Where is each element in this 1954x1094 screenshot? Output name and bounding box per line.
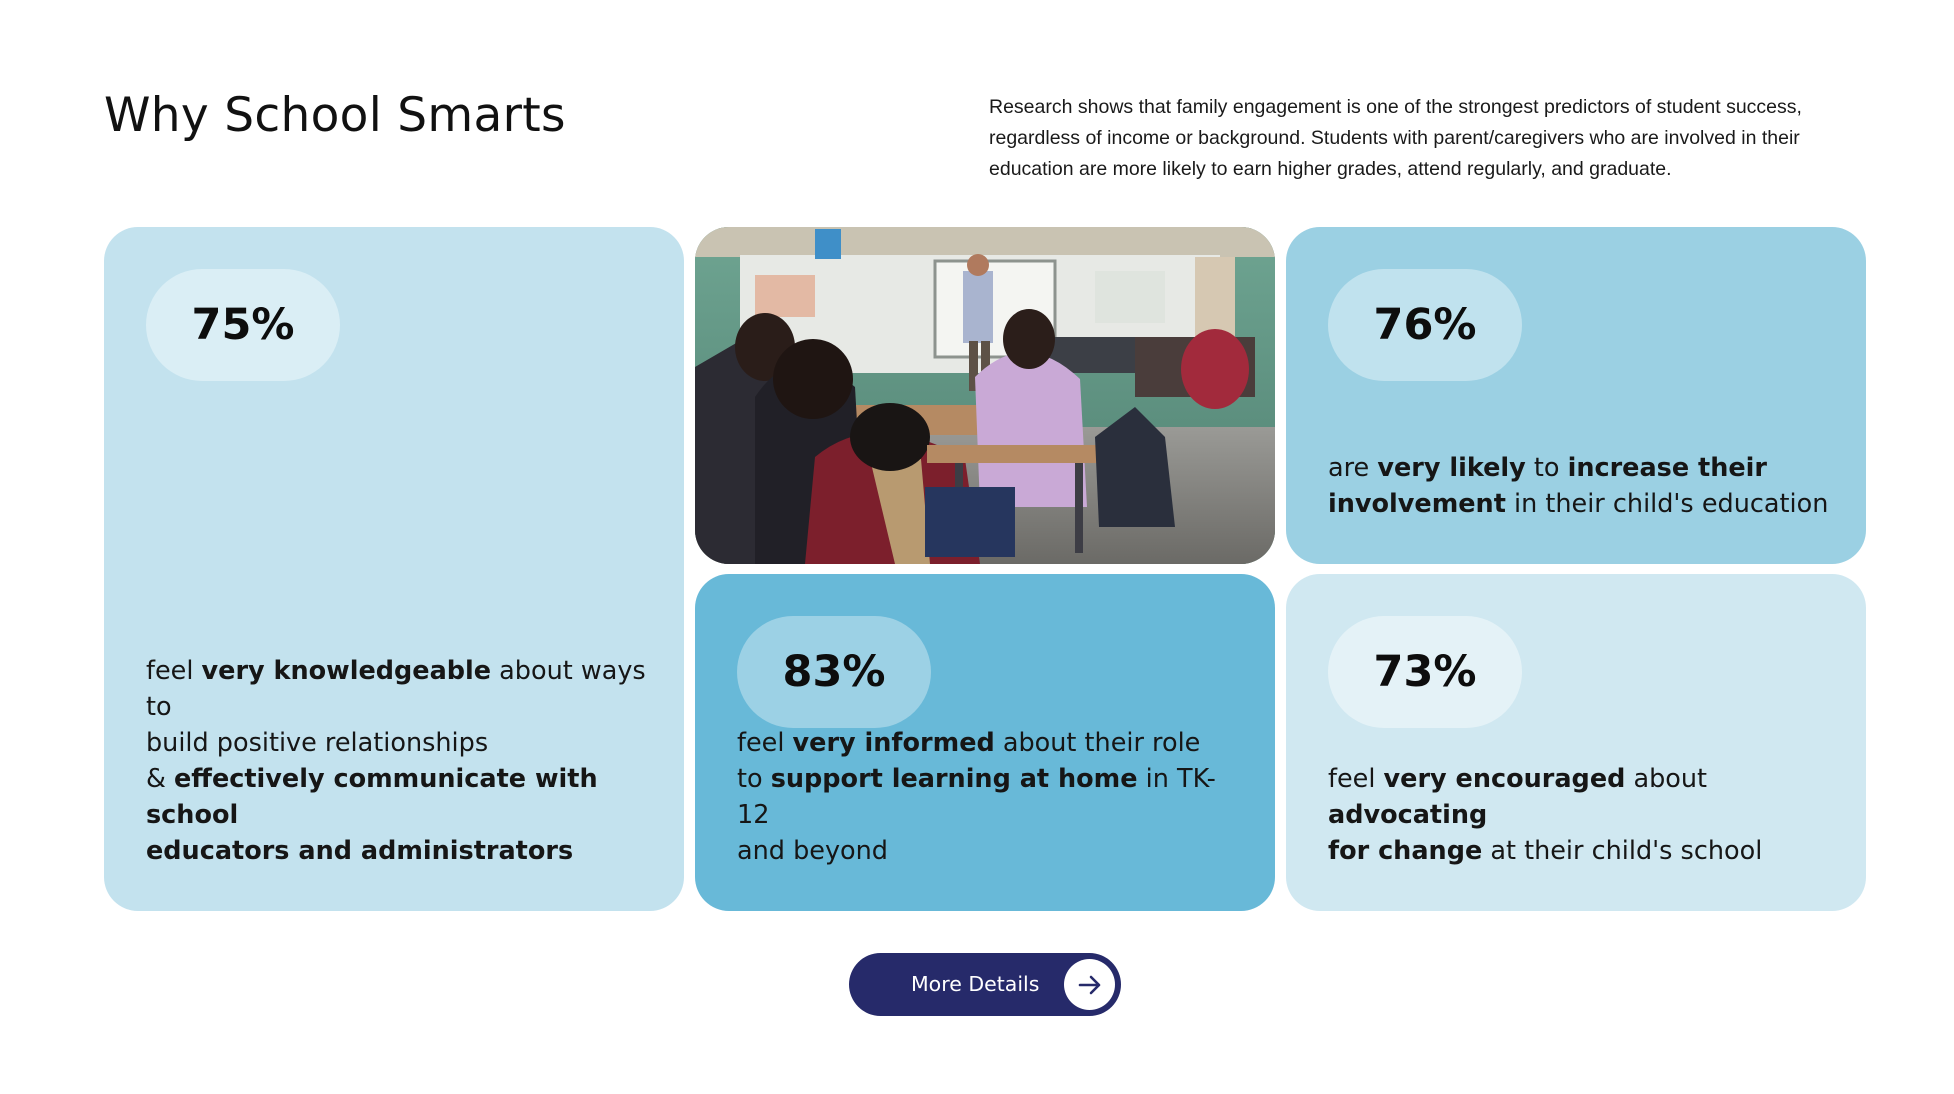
stat-description [1328,761,1836,869]
intro-paragraph: Research shows that family engagement is one of the strongest predictors of student success, regardless of income or background. Students with parent/caregivers who are involved in their education are more likely to earn higher grades, attend regularly, and graduate. [989,96,1802,180]
stat-card-83 [695,574,1275,911]
classroom-photo-card [695,227,1275,564]
more-details-label: More Details [911,972,1040,996]
description-line: educators and administrators [146,836,574,866]
stat-card-75 [104,227,684,911]
classroom-photo [695,227,1275,564]
description-line: involvement in their child's education [1328,489,1829,519]
description-line: & effectively communicate with school [146,764,598,830]
more-details-button[interactable] [849,953,1121,1016]
description-line: for change at their child's school [1328,836,1763,866]
description-line: feel very informed about their role [737,728,1201,758]
stat-description [1328,450,1836,522]
stat-value: 75% [146,269,340,381]
description-line: are very likely to increase their [1328,453,1767,483]
description-line: feel very knowledgeable about ways to [146,656,646,722]
stat-value: 73% [1328,616,1522,728]
stat-value: 83% [737,616,931,728]
page-title: Why School Smarts [104,88,566,143]
stat-value: 76% [1328,269,1522,381]
description-line: build positive relationships [146,728,489,758]
stat-description [737,725,1245,869]
stat-description [146,653,654,869]
stat-card-73 [1286,574,1866,911]
arrow-right-icon [1064,959,1115,1010]
description-line: feel very encouraged about advocating [1328,764,1708,830]
description-line: to support learning at home in TK-12 [737,764,1216,830]
stat-card-76 [1286,227,1866,564]
description-line: and beyond [737,836,888,866]
